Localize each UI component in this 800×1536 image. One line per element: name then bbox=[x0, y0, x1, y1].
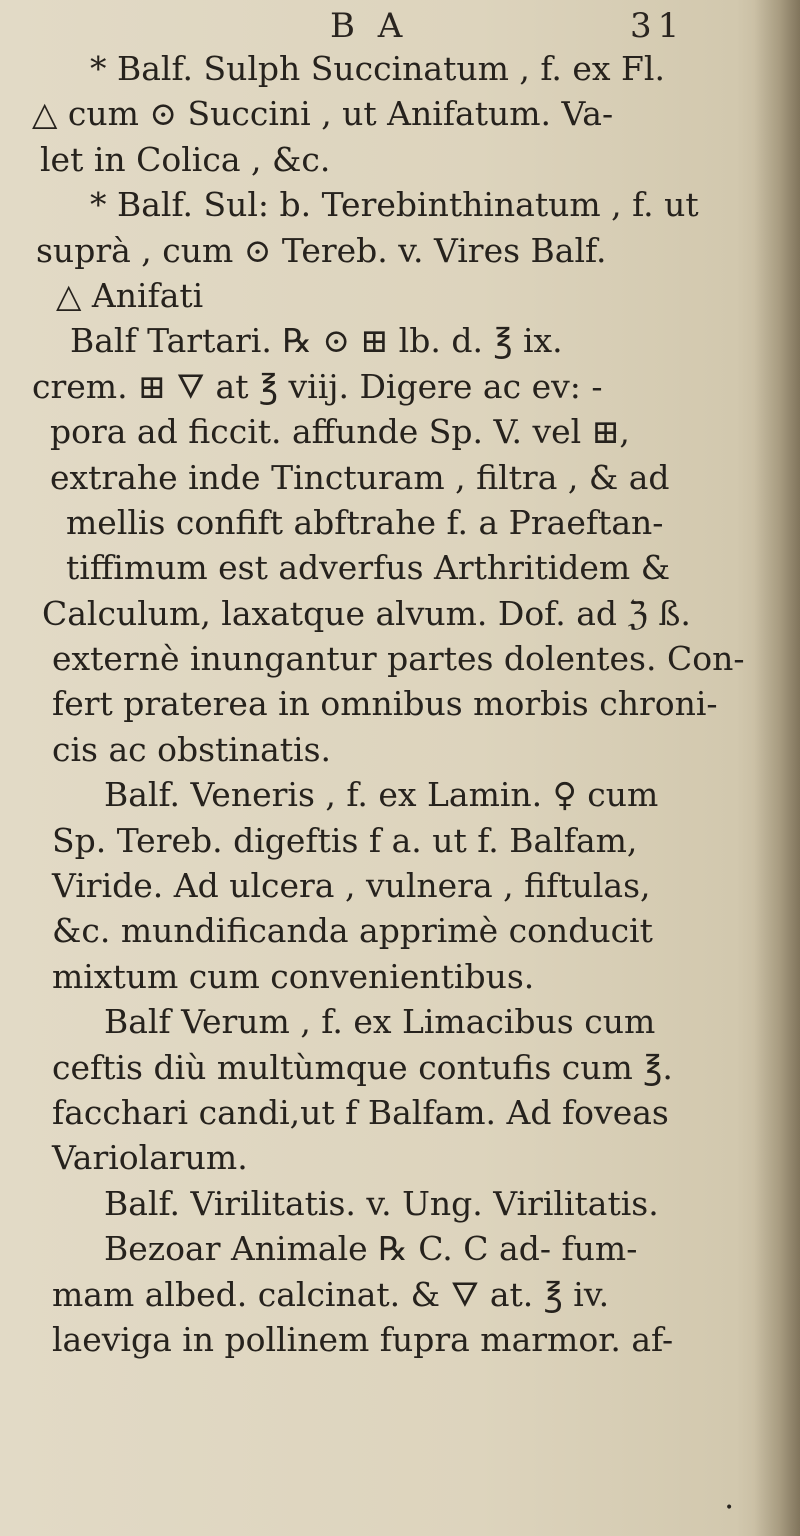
text-line: Viride. Ad ulcera , vulnera , fiftulas, bbox=[52, 866, 651, 906]
catchword-dot: • bbox=[725, 1500, 734, 1516]
text-line: Sp. Tereb. digeftis f a. ut f. Balfam, bbox=[52, 820, 638, 860]
text-line: suprà , cum ⊙ Tereb. v. Vires Balf. bbox=[36, 230, 607, 270]
folio-number: 31 bbox=[630, 6, 686, 46]
text-line: Calculum, laxatque alvum. Dof. ad ℨ ß. bbox=[42, 593, 691, 633]
page-header bbox=[330, 6, 750, 46]
text-line: facchari candi,ut f Balfam. Ad foveas bbox=[52, 1092, 669, 1132]
text-line: Balf Tartari. ℞ ⊙ ⊞ lb. d. ℥ ix. bbox=[70, 321, 563, 361]
text-line: crem. ⊞ 🜄 at ℥ viij. Digere ac ev: - bbox=[32, 366, 603, 406]
text-line: pora ad ficcit. affunde Sp. V. vel ⊞, bbox=[50, 412, 630, 452]
text-line: &c. mundificanda apprimè conducit bbox=[52, 911, 653, 951]
text-line: △ Anifati bbox=[56, 275, 204, 315]
page-edge-shadow bbox=[754, 0, 800, 1536]
text-line: ceftis diù multùmque contufis cum ℥. bbox=[52, 1047, 673, 1087]
text-line: Balf Verum , f. ex Limacibus cum bbox=[104, 1002, 656, 1042]
text-line: Balf. Veneris , f. ex Lamin. ♀ cum bbox=[104, 775, 659, 815]
text-line: externè inungantur partes dolentes. Con- bbox=[52, 639, 745, 679]
text-line: fert praterea in omnibus morbis chroni- bbox=[52, 684, 718, 724]
text-line: extrahe inde Tincturam , filtra , & ad bbox=[50, 457, 670, 497]
text-line: mixtum cum convenientibus. bbox=[52, 956, 535, 996]
text-line: cis ac obstinatis. bbox=[52, 729, 332, 769]
text-line: Bezoar Animale ℞ C. C ad- fum- bbox=[104, 1229, 638, 1269]
text-line: Variolarum. bbox=[52, 1138, 248, 1178]
text-line: tiffimum est adverfus Arthritidem & bbox=[66, 548, 671, 588]
text-line: * Balf. Sul: b. Terebinthinatum , f. ut bbox=[90, 185, 699, 225]
text-line: laeviga in pollinem fupra marmor. af- bbox=[52, 1319, 674, 1359]
text-line: * Balf. Sulph Succinatum , f. ex Fl. bbox=[90, 49, 665, 88]
text-block bbox=[0, 46, 760, 1362]
signature-mark: B A bbox=[330, 6, 409, 46]
text-line: mellis confift abftrahe f. a Praeftan- bbox=[66, 502, 664, 542]
text-line: mam albed. calcinat. & 🜄 at. ℥ iv. bbox=[52, 1274, 610, 1314]
text-line: Balf. Virilitatis. v. Ung. Virilitatis. bbox=[104, 1183, 659, 1223]
text-line: △ cum ⊙ Succini , ut Anifatum. Va- bbox=[32, 94, 614, 134]
text-line: let in Colica , &c. bbox=[40, 139, 331, 179]
